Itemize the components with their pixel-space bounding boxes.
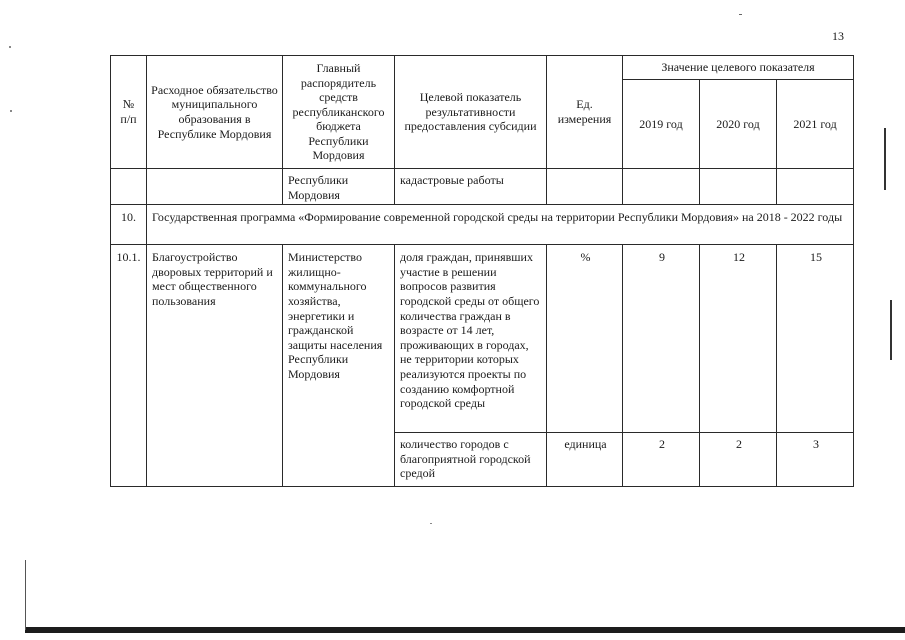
cell-program-num: 10. [111,205,147,245]
cell-empty [547,169,623,205]
cell-item-manager: Министерство жилищно-коммунального хозяйства, энергетики и гражданской защиты населения Республики Мордовия [283,245,395,487]
cell-value-2019: 9 [623,245,700,433]
header-manager: Главный распорядитель средств республиканского бюджета Республики Мордовия [283,56,395,169]
scan-speck [9,46,11,48]
cell-item-obligation: Благоустройство дворовых территорий и мест общественного пользования [147,245,283,487]
cell-empty [777,169,854,205]
cell-item-indicator: количество городов с благоприятной городской средой [395,433,547,487]
scan-speck [739,14,742,15]
scan-right-streak [884,128,886,190]
header-obligation: Расходное обязательство муниципального образования в Республике Мордовия [147,56,283,169]
cell-value-2019: 2 [623,433,700,487]
cell-item-unit: % [547,245,623,433]
scan-left-edge [25,560,26,630]
header-unit: Ед. измерения [547,56,623,169]
header-row [111,56,854,80]
cell-empty [700,169,777,205]
page-number: 13 [832,29,844,43]
target-indicators-table [110,55,854,487]
scan-bottom-edge [25,627,905,633]
cell-program-title: Государственная программа «Формирование современной городской среды на территории Республики Мордовия» на 2018 - 2022 годы [147,205,854,245]
cell-empty [111,169,147,205]
header-target-value: Значение целевого показателя [623,56,854,80]
header-year-2019: 2019 год [623,80,700,169]
cell-empty [623,169,700,205]
header-year-2021: 2021 год [777,80,854,169]
cell-item-num: 10.1. [111,245,147,487]
header-num: № п/п [111,56,147,169]
header-year-2020: 2020 год [700,80,777,169]
cell-manager: Республики Мордовия [283,169,395,205]
cell-value-2020: 2 [700,433,777,487]
cell-indicator: кадастровые работы [395,169,547,205]
continuation-row [111,169,854,205]
cell-item-unit: единица [547,433,623,487]
scan-speck [10,110,12,112]
cell-value-2021: 15 [777,245,854,433]
cell-value-2021: 3 [777,433,854,487]
program-row [111,205,854,245]
cell-empty [147,169,283,205]
cell-item-indicator: доля граждан, принявших участие в решении вопросов развития городской среды от общего количества граждан в возрасте от 14 лет, проживающих в городах, не территории которых реализуются проекты по созданию комфортной городской среды [395,245,547,433]
cell-value-2020: 12 [700,245,777,433]
scan-right-streak [890,300,892,360]
scan-speck [430,523,432,524]
header-indicator: Целевой показатель результативности предоставления субсидии [395,56,547,169]
item-row [111,245,854,433]
